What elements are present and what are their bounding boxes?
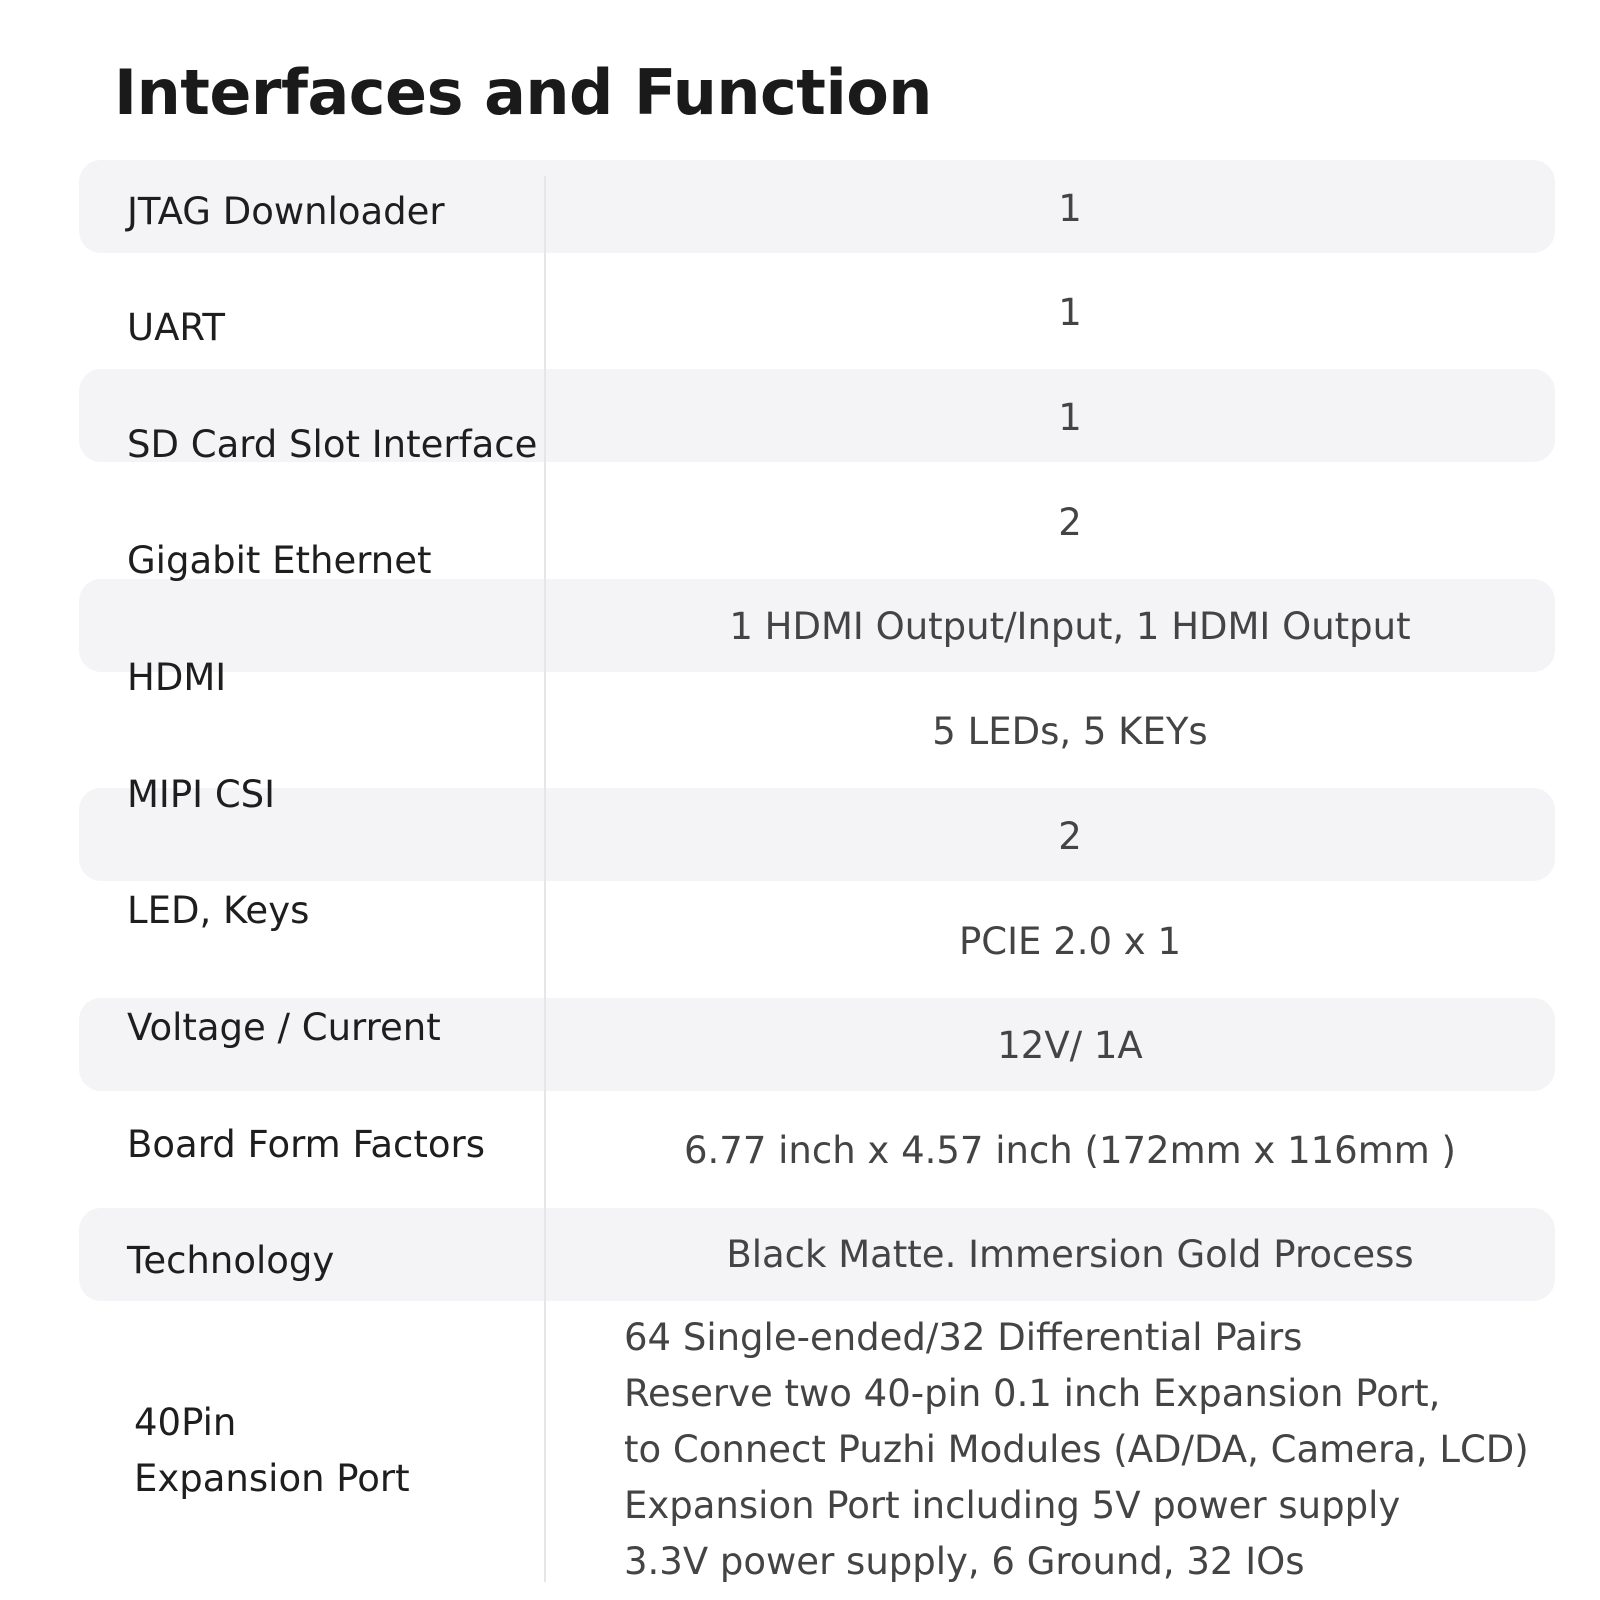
- row-value: 12V/ 1A: [997, 1024, 1143, 1067]
- row-value: 2: [1058, 815, 1082, 858]
- row-label: JTAG Downloader: [127, 190, 445, 233]
- row-value: 6.77 inch x 4.57 inch (172mm x 116mm ): [684, 1129, 1456, 1172]
- expansion-value-line: Expansion Port including 5V power supply: [624, 1484, 1401, 1527]
- page-title: Interfaces and Function: [114, 56, 932, 129]
- row-value: 1 HDMI Output/Input, 1 HDMI Output: [729, 605, 1411, 648]
- expansion-label-line: Expansion Port: [134, 1457, 410, 1500]
- row-label: Voltage / Current: [127, 1006, 441, 1049]
- row-label: HDMI: [127, 656, 227, 699]
- expansion-label-line: 40Pin: [134, 1401, 237, 1444]
- row-label: SD Card Slot Interface: [127, 423, 538, 466]
- row-value: 5 LEDs, 5 KEYs: [932, 710, 1208, 753]
- row-label: UART: [127, 306, 226, 349]
- column-divider: [544, 176, 546, 1582]
- row-value: 1: [1058, 291, 1082, 334]
- expansion-value-line: Reserve two 40-pin 0.1 inch Expansion Port,: [624, 1372, 1441, 1415]
- row-label: LED, Keys: [127, 889, 310, 932]
- expansion-port-label: [134, 1395, 410, 1507]
- row-value: 2: [1058, 501, 1082, 544]
- row-value: 1: [1058, 396, 1082, 439]
- row-label: MIPI CSI: [127, 773, 276, 816]
- expansion-value-line: to Connect Puzhi Modules (AD/DA, Camera, LCD): [624, 1428, 1529, 1471]
- expansion-value-line: 64 Single-ended/32 Differential Pairs: [624, 1316, 1303, 1359]
- row-value: 1: [1058, 187, 1082, 230]
- row-label: Technology: [127, 1239, 335, 1282]
- row-value: PCIE 2.0 x 1: [959, 920, 1181, 963]
- expansion-port-value: [624, 1310, 1529, 1590]
- row-label: Board Form Factors: [127, 1123, 486, 1166]
- row-value: Black Matte. Immersion Gold Process: [726, 1233, 1414, 1276]
- row-label: Gigabit Ethernet: [127, 539, 432, 582]
- expansion-value-line: 3.3V power supply, 6 Ground, 32 IOs: [624, 1540, 1305, 1583]
